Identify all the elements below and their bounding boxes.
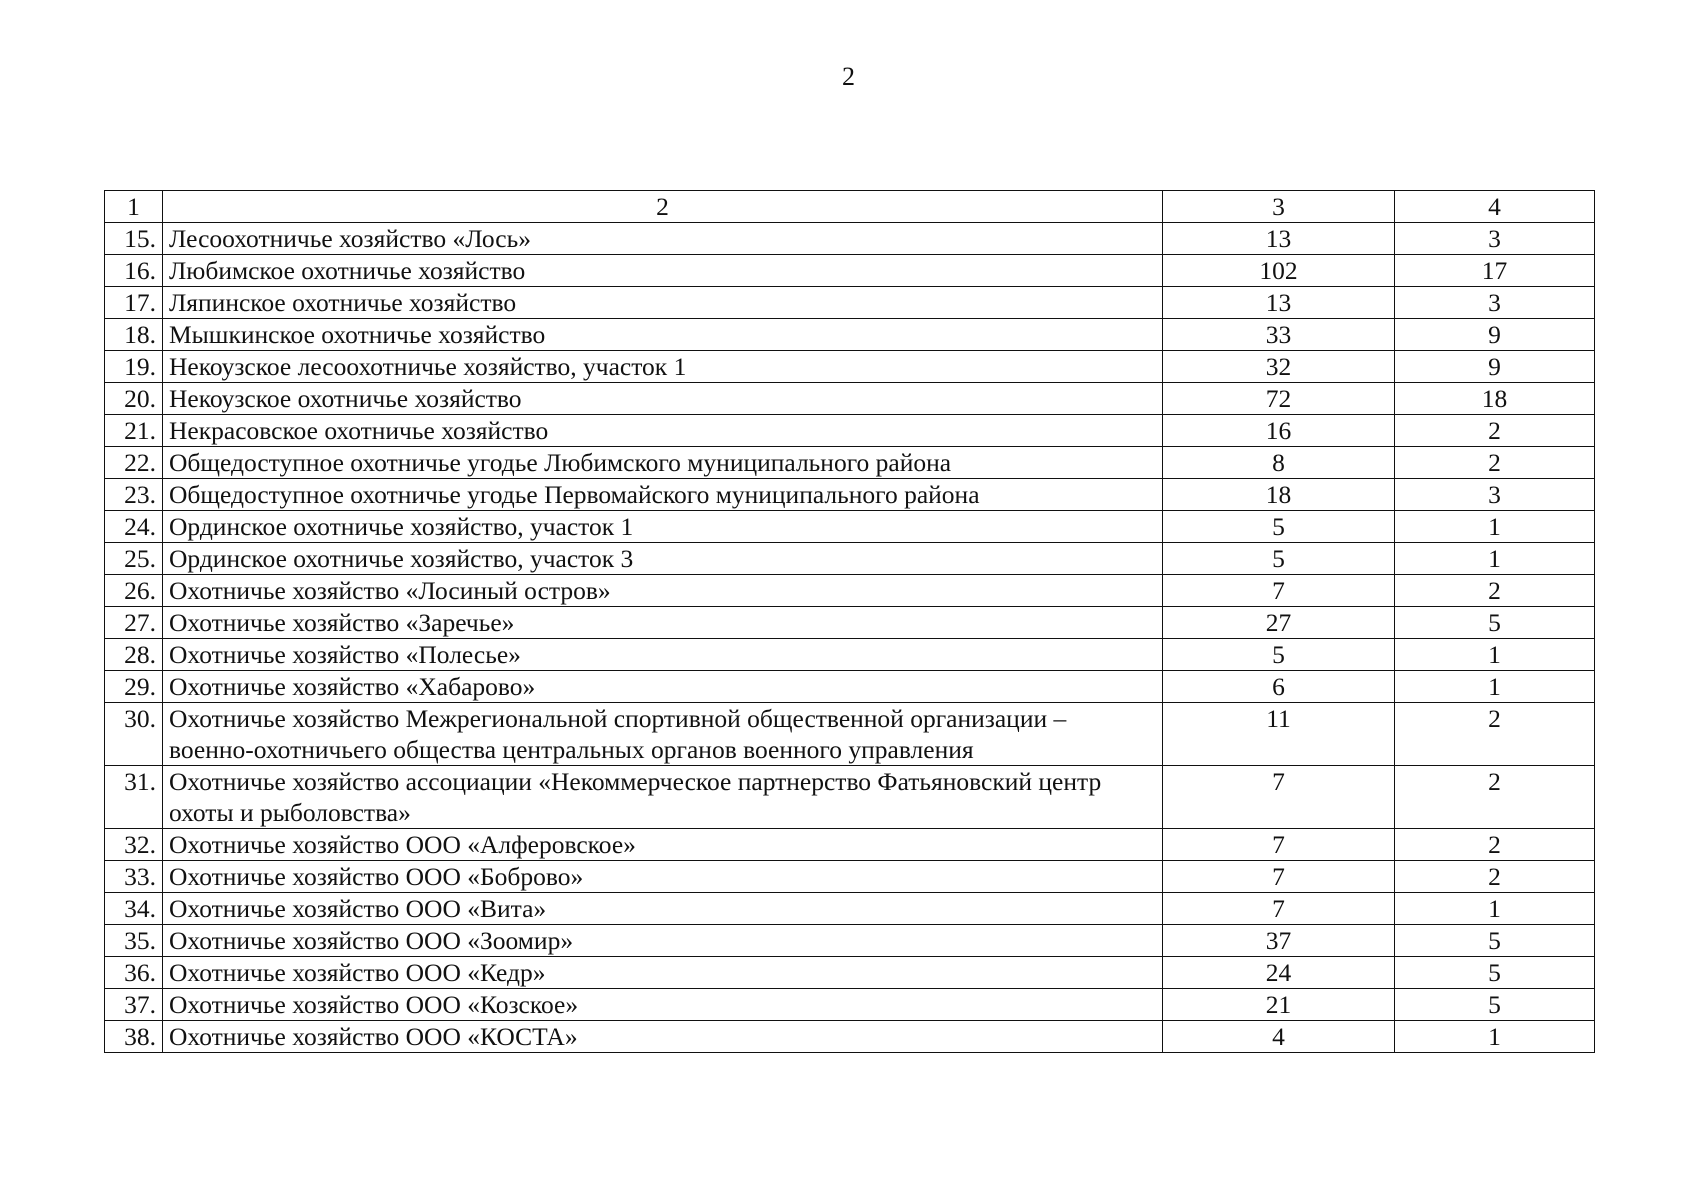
row-name-cell: Любимское охотничье хозяйство <box>163 255 1163 287</box>
row-col4-cell: 3 <box>1395 223 1595 255</box>
row-number-cell: 18. <box>105 319 163 351</box>
table-row <box>105 766 1595 829</box>
header-col-2: 2 <box>163 191 1163 223</box>
row-col4-cell: 5 <box>1395 989 1595 1021</box>
row-name-cell: Охотничье хозяйство ассоциации «Некоммерческое партнерство Фатьяновский центр охоты и рыболовства» <box>163 766 1163 829</box>
row-name-cell: Некрасовское охотничье хозяйство <box>163 415 1163 447</box>
row-name-cell: Некоузское охотничье хозяйство <box>163 383 1163 415</box>
table-row <box>105 671 1595 703</box>
row-name-cell: Некоузское лесоохотничье хозяйство, участок 1 <box>163 351 1163 383</box>
table-row <box>105 287 1595 319</box>
row-col4-cell: 3 <box>1395 479 1595 511</box>
row-col3-cell: 5 <box>1163 639 1395 671</box>
row-col4-cell: 1 <box>1395 671 1595 703</box>
table-row <box>105 575 1595 607</box>
row-number-cell: 23. <box>105 479 163 511</box>
row-col4-cell: 2 <box>1395 703 1595 766</box>
table-row <box>105 639 1595 671</box>
row-number-cell: 37. <box>105 989 163 1021</box>
row-col4-cell: 1 <box>1395 639 1595 671</box>
row-number-cell: 33. <box>105 861 163 893</box>
row-name-cell: Охотничье хозяйство ООО «Боброво» <box>163 861 1163 893</box>
row-name-cell: Охотничье хозяйство «Хабарово» <box>163 671 1163 703</box>
table-row <box>105 989 1595 1021</box>
row-number-cell: 35. <box>105 925 163 957</box>
row-col4-cell: 2 <box>1395 447 1595 479</box>
row-col3-cell: 33 <box>1163 319 1395 351</box>
row-number-cell: 16. <box>105 255 163 287</box>
row-col4-cell: 17 <box>1395 255 1595 287</box>
row-name-cell: Охотничье хозяйство ООО «Козское» <box>163 989 1163 1021</box>
row-name-cell: Охотничье хозяйство «Лосиный остров» <box>163 575 1163 607</box>
table-row <box>105 383 1595 415</box>
row-col4-cell: 1 <box>1395 543 1595 575</box>
row-number-cell: 26. <box>105 575 163 607</box>
row-col3-cell: 18 <box>1163 479 1395 511</box>
row-number-cell: 28. <box>105 639 163 671</box>
row-number-cell: 17. <box>105 287 163 319</box>
table-row <box>105 893 1595 925</box>
row-number-cell: 19. <box>105 351 163 383</box>
table-row <box>105 607 1595 639</box>
row-number-cell: 38. <box>105 1021 163 1053</box>
table-row <box>105 351 1595 383</box>
row-name-cell: Охотничье хозяйство Межрегиональной спортивной общественной организации – военно-охотничьего общества центральных органов военного управления <box>163 703 1163 766</box>
row-col3-cell: 7 <box>1163 829 1395 861</box>
row-col4-cell: 5 <box>1395 607 1595 639</box>
row-number-cell: 31. <box>105 766 163 829</box>
row-name-cell: Охотничье хозяйство ООО «Вита» <box>163 893 1163 925</box>
row-number-cell: 24. <box>105 511 163 543</box>
table-row <box>105 1021 1595 1053</box>
row-col4-cell: 2 <box>1395 829 1595 861</box>
row-name-cell: Охотничье хозяйство ООО «Зоомир» <box>163 925 1163 957</box>
row-col4-cell: 2 <box>1395 575 1595 607</box>
row-col3-cell: 8 <box>1163 447 1395 479</box>
table-row <box>105 319 1595 351</box>
row-number-cell: 29. <box>105 671 163 703</box>
table-row <box>105 829 1595 861</box>
header-col-1: 1 <box>105 191 163 223</box>
row-col4-cell: 1 <box>1395 511 1595 543</box>
row-name-cell: Охотничье хозяйство ООО «Алферовское» <box>163 829 1163 861</box>
table-row <box>105 925 1595 957</box>
table-row <box>105 447 1595 479</box>
row-name-cell: Ляпинское охотничье хозяйство <box>163 287 1163 319</box>
row-name-cell: Охотничье хозяйство ООО «Кедр» <box>163 957 1163 989</box>
header-col-3: 3 <box>1163 191 1395 223</box>
row-col3-cell: 27 <box>1163 607 1395 639</box>
row-col3-cell: 11 <box>1163 703 1395 766</box>
row-name-cell: Общедоступное охотничье угодье Первомайского муниципального района <box>163 479 1163 511</box>
row-name-cell: Охотничье хозяйство «Заречье» <box>163 607 1163 639</box>
row-col4-cell: 1 <box>1395 1021 1595 1053</box>
page-number: 2 <box>842 62 855 91</box>
row-col4-cell: 2 <box>1395 861 1595 893</box>
row-col3-cell: 24 <box>1163 957 1395 989</box>
row-col3-cell: 5 <box>1163 543 1395 575</box>
row-col3-cell: 102 <box>1163 255 1395 287</box>
row-col4-cell: 2 <box>1395 766 1595 829</box>
row-name-cell: Ординское охотничье хозяйство, участок 3 <box>163 543 1163 575</box>
table-row <box>105 543 1595 575</box>
row-col3-cell: 37 <box>1163 925 1395 957</box>
row-col3-cell: 4 <box>1163 1021 1395 1053</box>
row-col3-cell: 13 <box>1163 223 1395 255</box>
row-col4-cell: 18 <box>1395 383 1595 415</box>
header-col-4: 4 <box>1395 191 1595 223</box>
row-number-cell: 22. <box>105 447 163 479</box>
table-row <box>105 479 1595 511</box>
table-body <box>105 191 1595 1053</box>
table-row <box>105 957 1595 989</box>
row-col4-cell: 5 <box>1395 925 1595 957</box>
table-row <box>105 703 1595 766</box>
row-col3-cell: 7 <box>1163 575 1395 607</box>
table-row <box>105 511 1595 543</box>
row-col3-cell: 6 <box>1163 671 1395 703</box>
row-number-cell: 15. <box>105 223 163 255</box>
row-col3-cell: 5 <box>1163 511 1395 543</box>
row-name-cell: Охотничье хозяйство «Полесье» <box>163 639 1163 671</box>
table-row <box>105 861 1595 893</box>
row-col4-cell: 5 <box>1395 957 1595 989</box>
row-name-cell: Ординское охотничье хозяйство, участок 1 <box>163 511 1163 543</box>
row-col3-cell: 21 <box>1163 989 1395 1021</box>
row-name-cell: Общедоступное охотничье угодье Любимского муниципального района <box>163 447 1163 479</box>
table-row <box>105 255 1595 287</box>
row-col4-cell: 1 <box>1395 893 1595 925</box>
row-name-cell: Мышкинское охотничье хозяйство <box>163 319 1163 351</box>
row-col4-cell: 3 <box>1395 287 1595 319</box>
row-name-cell: Охотничье хозяйство ООО «КОСТА» <box>163 1021 1163 1053</box>
row-col4-cell: 9 <box>1395 319 1595 351</box>
row-name-cell: Лесоохотничье хозяйство «Лось» <box>163 223 1163 255</box>
row-col3-cell: 7 <box>1163 766 1395 829</box>
table-row <box>105 223 1595 255</box>
table-header-row <box>105 191 1595 223</box>
row-number-cell: 32. <box>105 829 163 861</box>
row-number-cell: 21. <box>105 415 163 447</box>
row-col3-cell: 13 <box>1163 287 1395 319</box>
row-col4-cell: 9 <box>1395 351 1595 383</box>
row-col3-cell: 32 <box>1163 351 1395 383</box>
row-col3-cell: 16 <box>1163 415 1395 447</box>
row-number-cell: 20. <box>105 383 163 415</box>
row-col3-cell: 7 <box>1163 893 1395 925</box>
table-row <box>105 415 1595 447</box>
row-number-cell: 30. <box>105 703 163 766</box>
row-col3-cell: 7 <box>1163 861 1395 893</box>
row-number-cell: 25. <box>105 543 163 575</box>
row-col3-cell: 72 <box>1163 383 1395 415</box>
row-col4-cell: 2 <box>1395 415 1595 447</box>
row-number-cell: 34. <box>105 893 163 925</box>
row-number-cell: 36. <box>105 957 163 989</box>
hunting-grounds-table <box>104 190 1595 1053</box>
row-number-cell: 27. <box>105 607 163 639</box>
